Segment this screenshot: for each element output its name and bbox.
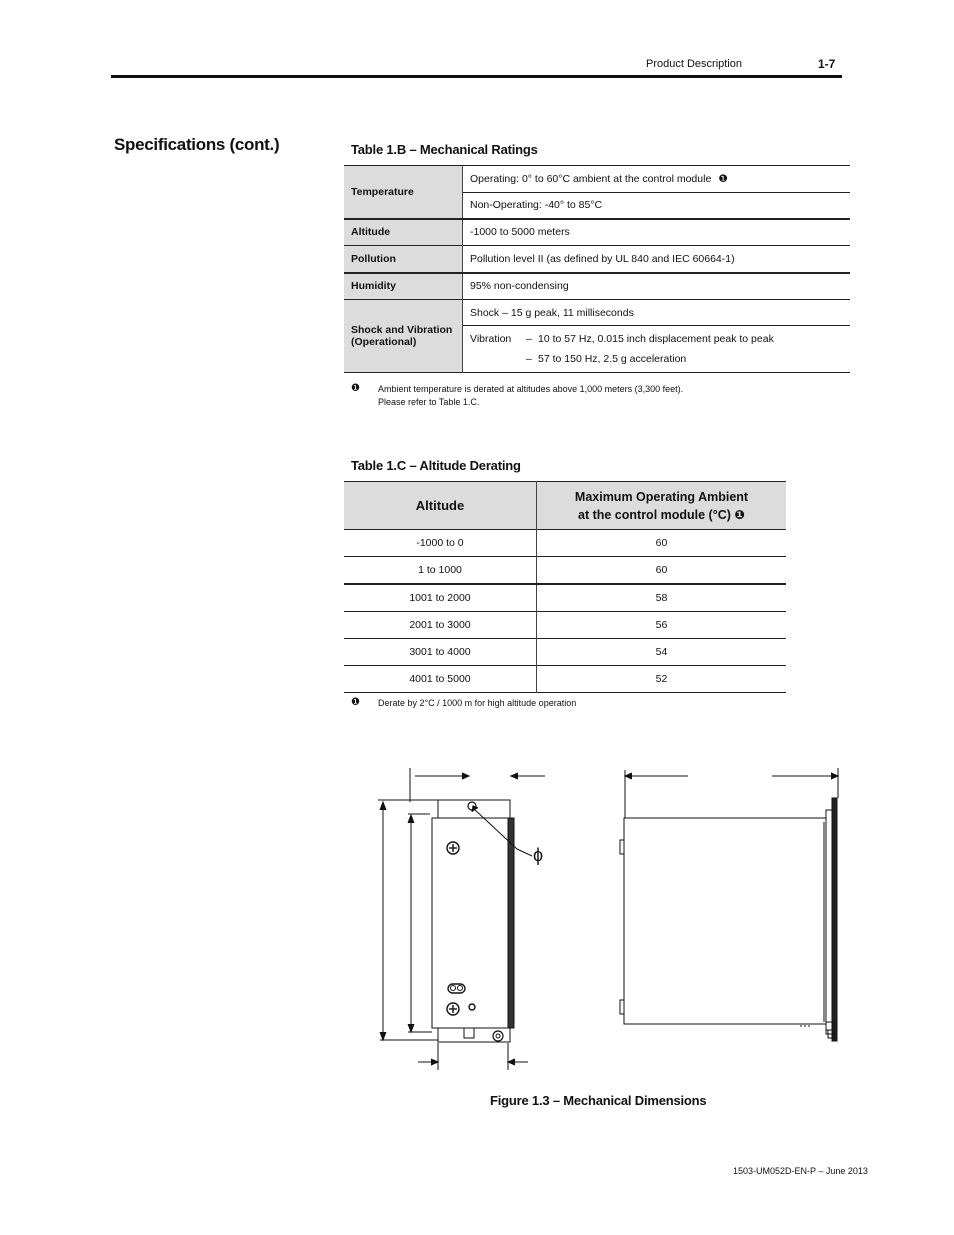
table-c-footnote: Derate by 2°C / 1000 m for high altitude operation (378, 698, 577, 708)
table-row (344, 530, 786, 557)
table-row (344, 639, 786, 666)
row-max-ambient: 58 (655, 592, 668, 604)
shock-label-line-1: Shock and Vibration (351, 324, 453, 336)
footer-publication: 1503-UM052D-EN-P – June 2013 (733, 1166, 868, 1176)
altitude-value: -1000 to 5000 meters (470, 226, 570, 239)
side-title: Specifications (cont.) (114, 135, 280, 154)
vibration-dash: – (526, 353, 532, 365)
altitude-derating-table (344, 481, 786, 693)
table-row (344, 557, 786, 585)
col-header-max-line-1: Maximum Operating Ambient (574, 489, 749, 504)
col-header-max-ambient (537, 482, 787, 530)
row-max-ambient: 54 (655, 646, 668, 658)
row-max-ambient: 52 (655, 673, 668, 685)
shock-vibration-label (344, 300, 463, 373)
row-altitude: 3001 to 4000 (344, 639, 537, 666)
table-c-caption: Table 1.C – Altitude Derating (351, 458, 521, 473)
temp-operating-cell (463, 166, 851, 193)
mechanical-ratings-table (344, 165, 850, 373)
humidity-value: 95% non-condensing (470, 280, 569, 293)
pollution-value: Pollution level II (as defined by UL 840 and IEC 60664-1) (470, 252, 735, 265)
table-b-footnote-line-2: Please refer to Table 1.C. (378, 397, 480, 407)
footnote-marker: ❶ (734, 507, 745, 522)
row-altitude: -1000 to 0 (344, 530, 537, 557)
table-row (344, 612, 786, 639)
header-page-number: 1-7 (818, 57, 836, 71)
table-b-caption: Table 1.B – Mechanical Ratings (351, 142, 538, 157)
vibration-value-2: 57 to 150 Hz, 2.5 g acceleration (538, 353, 687, 365)
col-header-altitude: Altitude (344, 482, 537, 530)
figure-caption: Figure 1.3 – Mechanical Dimensions (490, 1093, 707, 1108)
shock-label-line-2: (Operational) (351, 336, 417, 348)
row-altitude: 4001 to 5000 (344, 666, 537, 693)
vibration-dash: – (526, 333, 532, 345)
row-altitude: 2001 to 3000 (344, 612, 537, 639)
table-c-footnote-mark: ❶ (351, 697, 360, 708)
vibration-value-1: 10 to 57 Hz, 0.015 inch displacement peak to peak (538, 333, 774, 345)
row-max-ambient: 60 (655, 537, 668, 549)
header-rule (111, 75, 842, 78)
table-b-footnote-mark: ❶ (351, 383, 360, 394)
shock-value: Shock – 15 g peak, 11 milliseconds (470, 306, 634, 319)
row-max-ambient: 60 (655, 564, 668, 576)
table-row (344, 666, 786, 693)
col-header-max-line-2: at the control module (°C) (578, 507, 731, 522)
row-altitude: 1001 to 2000 (344, 584, 537, 612)
humidity-label: Humidity (344, 273, 463, 300)
diameter-symbol: ϕ (533, 845, 544, 865)
vibration-key: Vibration (470, 333, 512, 345)
vibration-cell (463, 326, 851, 373)
footnote-marker: ❶ (718, 173, 728, 185)
temp-non-operating-value: Non-Operating: -40° to 85°C (470, 199, 603, 212)
table-b-footnote-line-1: Ambient temperature is derated at altitudes above 1,000 meters (3,300 feet). (378, 384, 684, 394)
altitude-label: Altitude (344, 219, 463, 246)
pollution-label: Pollution (344, 246, 463, 273)
mechanical-dimensions-drawing (360, 760, 850, 1080)
table-row (344, 584, 786, 612)
header-section-title: Product Description (646, 58, 742, 70)
temperature-label: Temperature (344, 166, 463, 219)
temp-operating-value: Operating: 0° to 60°C ambient at the control module (470, 173, 712, 185)
row-altitude: 1 to 1000 (344, 557, 537, 585)
row-max-ambient: 56 (655, 619, 668, 631)
